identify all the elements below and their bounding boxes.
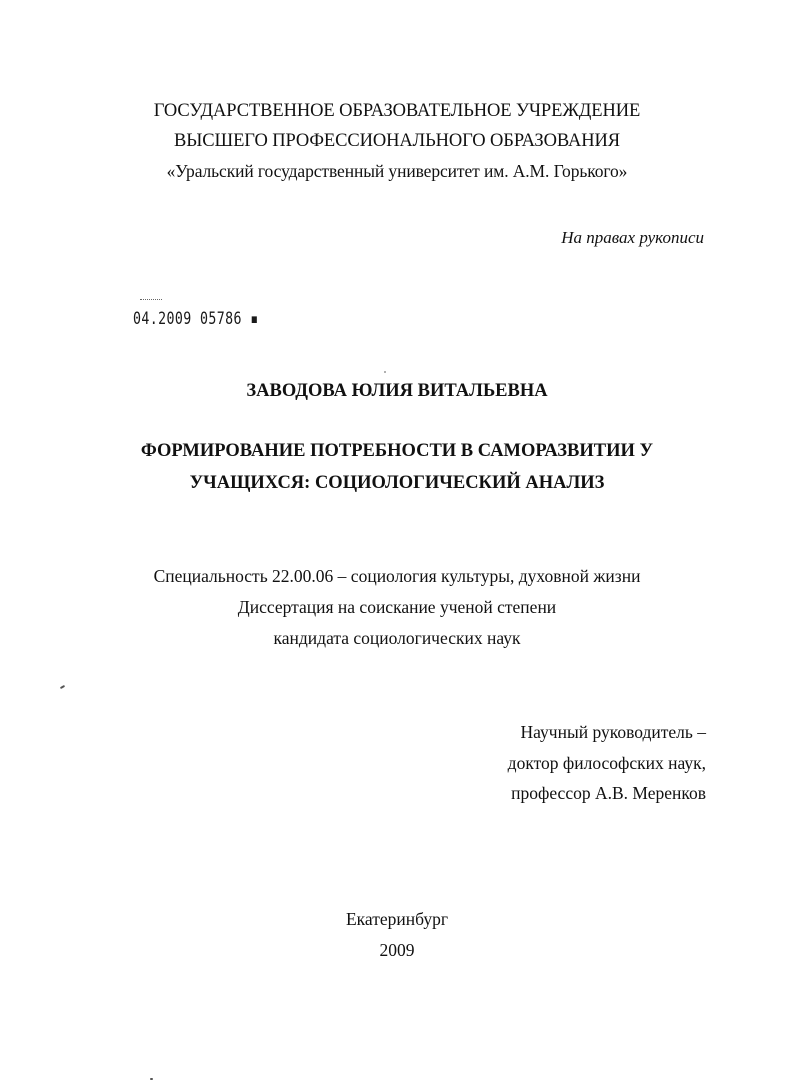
stamp-dash: ▪ [241, 309, 259, 329]
scan-speck [60, 685, 65, 689]
supervisor-line-1: Научный руководитель – [520, 722, 706, 742]
manuscript-note: На правах рукописи [561, 228, 704, 247]
specialty-line-2: Диссертация на соискание ученой степени [237, 597, 557, 617]
institution-line-3: «Уральский государственный университет им. А.М. Горького» [166, 161, 628, 181]
city: Екатеринбург [345, 909, 449, 929]
supervisor-line-2: доктор философских наук, [507, 753, 706, 773]
institution-line-1: ГОСУДАРСТВЕННОЕ ОБРАЗОВАТЕЛЬНОЕ УЧРЕЖДЕНИЕ [153, 101, 641, 121]
scan-speck [150, 1078, 153, 1080]
title-line-1: ФОРМИРОВАНИЕ ПОТРЕБНОСТИ В САМОРАЗВИТИИ У [140, 441, 654, 461]
archive-stamp [133, 309, 259, 329]
specialty-line-3: кандидата социологических наук [273, 628, 521, 648]
stamp-marks [140, 299, 162, 304]
title-line-2: УЧАЩИХСЯ: СОЦИОЛОГИЧЕСКИЙ АНАЛИЗ [189, 473, 605, 493]
year: 2009 [379, 940, 415, 960]
specialty-line-1: Специальность 22.00.06 – социология культуры, духовной жизни [153, 566, 641, 586]
institution-line-2: ВЫСШЕГО ПРОФЕССИОНАЛЬНОГО ОБРАЗОВАНИЯ [174, 131, 620, 151]
supervisor-line-3: профессор А.В. Меренков [511, 783, 706, 803]
scan-speck [384, 371, 386, 373]
author-name: ЗАВОДОВА ЮЛИЯ ВИТАЛЬЕВНА [246, 381, 548, 401]
archive-stamp-number: 04.2009 05786 [133, 309, 242, 329]
